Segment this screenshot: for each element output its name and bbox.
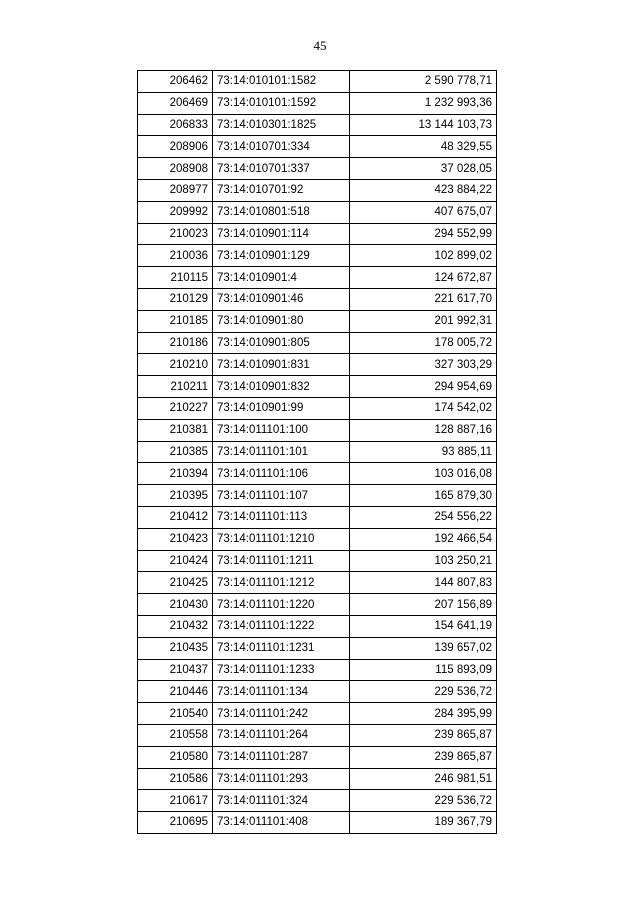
table-row	[138, 332, 497, 354]
cadastral-value-cell: 103 250,21	[350, 550, 497, 572]
cadastral-number-cell: 73:14:010901:114	[213, 223, 350, 245]
cadastral-value-cell: 165 879,30	[350, 485, 497, 507]
table-row	[138, 71, 497, 93]
cadastral-number-cell: 73:14:011101:113	[213, 506, 350, 528]
table-row	[138, 594, 497, 616]
cadastral-number-cell: 73:14:010101:1592	[213, 92, 350, 114]
table-row	[138, 485, 497, 507]
row-id-cell: 210586	[138, 768, 213, 790]
cadastral-number-cell: 73:14:010701:334	[213, 136, 350, 158]
page-number: 45	[313, 38, 327, 53]
row-id-cell: 206833	[138, 114, 213, 136]
table-row	[138, 790, 497, 812]
cadastral-number-cell: 73:14:011101:264	[213, 724, 350, 746]
table-row	[138, 746, 497, 768]
table-row	[138, 528, 497, 550]
cadastral-number-cell: 73:14:011101:1212	[213, 572, 350, 594]
row-id-cell: 210394	[138, 463, 213, 485]
row-id-cell: 210381	[138, 419, 213, 441]
cadastral-number-cell: 73:14:010901:4	[213, 267, 350, 289]
cadastral-value-cell: 144 807,83	[350, 572, 497, 594]
cadastral-value-cell: 327 303,29	[350, 354, 497, 376]
cadastral-value-table	[137, 70, 497, 834]
cadastral-value-cell: 178 005,72	[350, 332, 497, 354]
cadastral-value-cell: 102 899,02	[350, 245, 497, 267]
table-row	[138, 419, 497, 441]
row-id-cell: 210437	[138, 659, 213, 681]
table-row	[138, 288, 497, 310]
table-row	[138, 681, 497, 703]
cadastral-number-cell: 73:14:011101:293	[213, 768, 350, 790]
row-id-cell: 210185	[138, 310, 213, 332]
row-id-cell: 210435	[138, 637, 213, 659]
cadastral-value-cell: 407 675,07	[350, 201, 497, 223]
cadastral-value-cell: 124 672,87	[350, 267, 497, 289]
row-id-cell: 210210	[138, 354, 213, 376]
cadastral-value-cell: 207 156,89	[350, 594, 497, 616]
table-row	[138, 550, 497, 572]
cadastral-number-cell: 73:14:010701:92	[213, 179, 350, 201]
cadastral-number-cell: 73:14:010901:805	[213, 332, 350, 354]
cadastral-value-cell: 48 329,55	[350, 136, 497, 158]
cadastral-value-cell: 201 992,31	[350, 310, 497, 332]
row-id-cell: 210023	[138, 223, 213, 245]
cadastral-value-cell: 221 617,70	[350, 288, 497, 310]
cadastral-value-cell: 13 144 103,73	[350, 114, 497, 136]
cadastral-number-cell: 73:14:011101:101	[213, 441, 350, 463]
cadastral-number-cell: 73:14:010101:1582	[213, 71, 350, 93]
cadastral-number-cell: 73:14:011101:1231	[213, 637, 350, 659]
row-id-cell: 210695	[138, 812, 213, 834]
row-id-cell: 210227	[138, 397, 213, 419]
table-row	[138, 179, 497, 201]
table-row	[138, 267, 497, 289]
table-row	[138, 310, 497, 332]
cadastral-number-cell: 73:14:011101:1222	[213, 615, 350, 637]
row-id-cell: 210385	[138, 441, 213, 463]
cadastral-value-cell: 284 395,99	[350, 703, 497, 725]
cadastral-number-cell: 73:14:011101:106	[213, 463, 350, 485]
row-id-cell: 210115	[138, 267, 213, 289]
cadastral-value-cell: 239 865,87	[350, 724, 497, 746]
cadastral-value-cell: 174 542,02	[350, 397, 497, 419]
table-body	[138, 71, 497, 834]
cadastral-value-cell: 1 232 993,36	[350, 92, 497, 114]
cadastral-number-cell: 73:14:011101:1211	[213, 550, 350, 572]
cadastral-number-cell: 73:14:011101:287	[213, 746, 350, 768]
cadastral-number-cell: 73:14:010901:99	[213, 397, 350, 419]
cadastral-value-cell: 423 884,22	[350, 179, 497, 201]
table-row	[138, 659, 497, 681]
cadastral-value-cell: 103 016,08	[350, 463, 497, 485]
cadastral-value-cell: 229 536,72	[350, 790, 497, 812]
cadastral-value-cell: 239 865,87	[350, 746, 497, 768]
cadastral-number-cell: 73:14:011101:324	[213, 790, 350, 812]
row-id-cell: 210432	[138, 615, 213, 637]
row-id-cell: 210425	[138, 572, 213, 594]
cadastral-value-cell: 139 657,02	[350, 637, 497, 659]
cadastral-value-cell: 37 028,05	[350, 158, 497, 180]
cadastral-number-cell: 73:14:010901:129	[213, 245, 350, 267]
table-row	[138, 703, 497, 725]
table-row	[138, 506, 497, 528]
row-id-cell: 210036	[138, 245, 213, 267]
row-id-cell: 206462	[138, 71, 213, 93]
cadastral-number-cell: 73:14:011101:242	[213, 703, 350, 725]
cadastral-number-cell: 73:14:011101:408	[213, 812, 350, 834]
table-row	[138, 724, 497, 746]
row-id-cell: 208908	[138, 158, 213, 180]
cadastral-number-cell: 73:14:011101:134	[213, 681, 350, 703]
row-id-cell: 210580	[138, 746, 213, 768]
cadastral-value-cell: 2 590 778,71	[350, 71, 497, 93]
cadastral-number-cell: 73:14:011101:1210	[213, 528, 350, 550]
cadastral-number-cell: 73:14:010901:46	[213, 288, 350, 310]
cadastral-value-cell: 246 981,51	[350, 768, 497, 790]
table-row	[138, 397, 497, 419]
cadastral-value-cell: 189 367,79	[350, 812, 497, 834]
row-id-cell: 210412	[138, 506, 213, 528]
cadastral-value-cell: 294 552,99	[350, 223, 497, 245]
table-row	[138, 572, 497, 594]
table-row	[138, 637, 497, 659]
table-row	[138, 136, 497, 158]
row-id-cell: 208906	[138, 136, 213, 158]
cadastral-value-cell: 229 536,72	[350, 681, 497, 703]
cadastral-value-cell: 128 887,16	[350, 419, 497, 441]
row-id-cell: 210424	[138, 550, 213, 572]
table-row	[138, 812, 497, 834]
table-row	[138, 223, 497, 245]
cadastral-number-cell: 73:14:010901:80	[213, 310, 350, 332]
cadastral-number-cell: 73:14:011101:100	[213, 419, 350, 441]
row-id-cell: 210430	[138, 594, 213, 616]
row-id-cell: 210186	[138, 332, 213, 354]
cadastral-number-cell: 73:14:011101:107	[213, 485, 350, 507]
cadastral-value-cell: 154 641,19	[350, 615, 497, 637]
row-id-cell: 210446	[138, 681, 213, 703]
cadastral-number-cell: 73:14:010801:518	[213, 201, 350, 223]
table-row	[138, 92, 497, 114]
row-id-cell: 210558	[138, 724, 213, 746]
cadastral-value-cell: 254 556,22	[350, 506, 497, 528]
cadastral-number-cell: 73:14:010901:832	[213, 376, 350, 398]
table-row	[138, 354, 497, 376]
row-id-cell: 210617	[138, 790, 213, 812]
table-row	[138, 376, 497, 398]
cadastral-number-cell: 73:14:010901:831	[213, 354, 350, 376]
table-row	[138, 201, 497, 223]
table-row	[138, 441, 497, 463]
cadastral-value-cell: 115 893,09	[350, 659, 497, 681]
table-row	[138, 245, 497, 267]
cadastral-number-cell: 73:14:010301:1825	[213, 114, 350, 136]
row-id-cell: 210540	[138, 703, 213, 725]
cadastral-value-cell: 192 466,54	[350, 528, 497, 550]
cadastral-number-cell: 73:14:010701:337	[213, 158, 350, 180]
row-id-cell: 210423	[138, 528, 213, 550]
cadastral-number-cell: 73:14:011101:1220	[213, 594, 350, 616]
cadastral-number-cell: 73:14:011101:1233	[213, 659, 350, 681]
table-row	[138, 463, 497, 485]
row-id-cell: 206469	[138, 92, 213, 114]
row-id-cell: 210395	[138, 485, 213, 507]
table-row	[138, 615, 497, 637]
table-row	[138, 158, 497, 180]
row-id-cell: 210129	[138, 288, 213, 310]
row-id-cell: 208977	[138, 179, 213, 201]
row-id-cell: 210211	[138, 376, 213, 398]
table-row	[138, 768, 497, 790]
cadastral-value-cell: 294 954,69	[350, 376, 497, 398]
row-id-cell: 209992	[138, 201, 213, 223]
table-row	[138, 114, 497, 136]
cadastral-value-cell: 93 885,11	[350, 441, 497, 463]
